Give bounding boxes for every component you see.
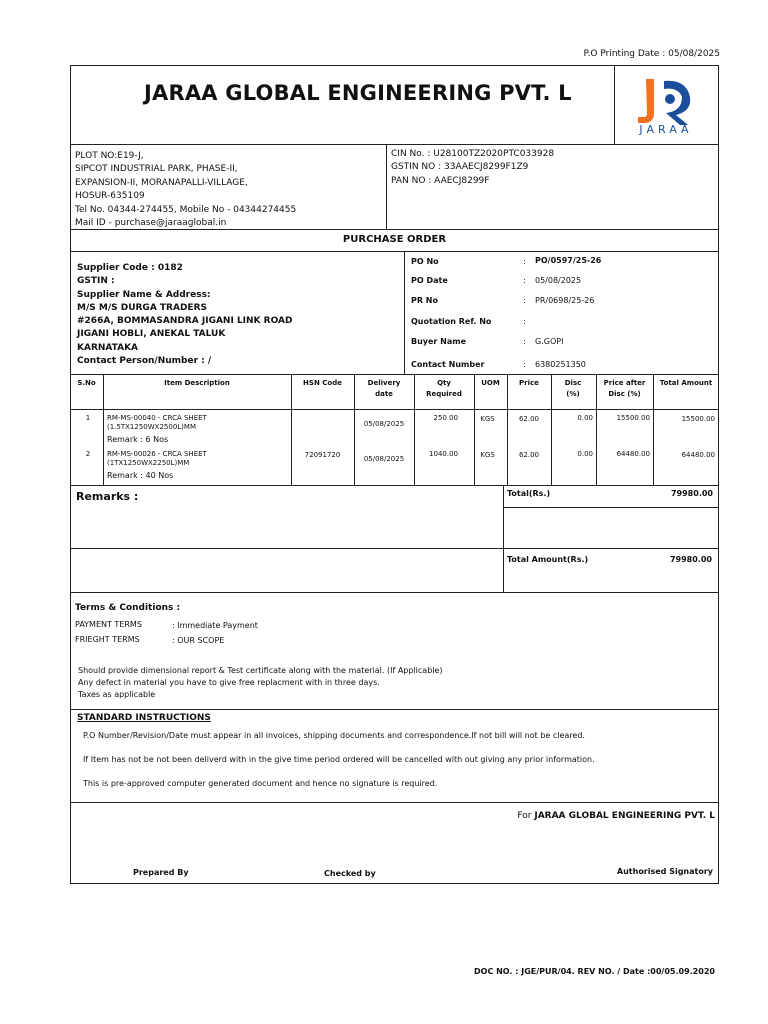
pan-number: PAN NO : AAECJ8299F — [391, 175, 490, 186]
row1-uom: KGS — [480, 415, 495, 423]
quotation-label: Quotation Ref. No — [411, 317, 492, 326]
row2-price-after-disc: 64480.00 — [616, 450, 650, 458]
supplier-block — [77, 262, 292, 368]
company-address — [75, 150, 296, 230]
row2-price: 62.00 — [518, 451, 540, 459]
supplier-code: Supplier Code : 0182 — [77, 263, 183, 273]
supplier-line: #266A, BOMMASANDRA JIGANI LINK ROAD — [77, 316, 293, 327]
cin-number: CIN No. : U28100TZ2020PTC033928 — [391, 149, 555, 159]
payment-terms-value: : Immediate Payment — [172, 621, 258, 630]
gstin-number: GSTIN NO : 33AAECJ8299F1Z9 — [391, 162, 529, 173]
row2-description — [107, 450, 207, 468]
terms-note: Should provide dimensional report & Test certificate along with the material. (If Applicable) — [78, 666, 443, 675]
row1-total: 15500.00 — [681, 415, 715, 423]
address-line: HOSUR-635109 — [75, 191, 145, 202]
address-line: SIPCOT INDUSTRIAL PARK, PHASE-II, — [75, 164, 238, 175]
pr-no-label: PR No — [411, 296, 438, 305]
total-amount-label: Total Amount(Rs.) — [507, 555, 589, 564]
row1-qty: 250.00 — [433, 414, 458, 422]
row1-date: 05/08/2025 — [363, 420, 405, 428]
item-name: RM-MS-00026 - CRCA SHEET — [107, 450, 207, 458]
po-date-value: 05/08/2025 — [535, 276, 582, 285]
for-company — [400, 811, 715, 821]
terms-note: Any defect in material you have to give free replacment with in three days. — [78, 677, 380, 687]
address-line: PLOT NO:E19-J, — [75, 151, 144, 161]
terms-note: Taxes as applicable — [78, 689, 156, 699]
row2-total: 64480.00 — [681, 451, 715, 459]
row1-sno: 1 — [85, 414, 91, 422]
col-total: Total Amount — [659, 379, 713, 387]
total-amount-value: 79980.00 — [669, 555, 712, 564]
row1-price: 62.00 — [518, 415, 540, 423]
company-name: JARAA GLOBAL ENGINEERING PVT. L — [144, 81, 572, 105]
freight-terms-value: : OUR SCOPE — [172, 636, 225, 645]
row1-price-after-disc: 15500.00 — [616, 414, 650, 422]
doc-title: PURCHASE ORDER — [342, 234, 447, 245]
authorised-signatory: Authorised Signatory — [616, 867, 713, 876]
supplier-line: M/S M/S DURGA TRADERS — [77, 302, 207, 313]
row2-remark: Remark : 40 Nos — [107, 471, 174, 480]
address-line: EXPANSION-II, MORANAPALLI-VILLAGE, — [75, 177, 248, 188]
po-no-value: PO/0597/25-26 — [535, 256, 602, 265]
col-qty: Qty Required — [426, 379, 462, 398]
supplier-name-label: Supplier Name & Address: — [77, 289, 211, 300]
instruction-item: This is pre-approved computer generated document and hence no signature is required. — [83, 779, 438, 788]
po-date-label: PO Date — [411, 276, 448, 285]
jaraa-logo — [616, 67, 716, 142]
for-prefix: For — [517, 811, 532, 821]
po-no-label: PO No — [411, 257, 439, 266]
company-ids — [391, 148, 554, 188]
checked-by: Checked by — [324, 869, 376, 878]
supplier-gstin: GSTIN : — [77, 276, 115, 287]
pr-no-value: PR/0698/25-26 — [535, 296, 595, 305]
remarks-label: Remarks : — [76, 490, 139, 503]
instructions-title: STANDARD INSTRUCTIONS — [77, 713, 211, 723]
col-description: Item Description — [164, 379, 230, 387]
contact-number-value: 6380251350 — [535, 360, 586, 369]
col-uom: UOM — [481, 379, 500, 387]
col-sno: S.No — [77, 379, 96, 387]
total-label: Total(Rs.) — [507, 489, 551, 498]
terms-notes — [78, 665, 443, 700]
col-hsn: HSN Code — [303, 379, 342, 387]
col-price: Price — [519, 379, 539, 387]
instruction-item: P.O Number/Revision/Date must appear in all invoices, shipping documents and correspondence.If not bill will not be cleared. — [83, 731, 585, 740]
row1-description — [107, 414, 207, 432]
instruction-item: If Item has not be not been deliverd with in the give time period ordered will be cancelled with out giving any prior information. — [83, 755, 595, 764]
item-name: RM-MS-00040 - CRCA SHEET — [107, 414, 207, 422]
address-line: Tel No. 04344-274455, Mobile No - 04344274455 — [75, 204, 297, 215]
row2-date: 05/08/2025 — [363, 455, 405, 463]
total-value: 79980.00 — [670, 489, 713, 498]
item-size: (1TX1250WX2250L)MM — [107, 459, 190, 467]
buyer-name-value: G.GOPI — [535, 337, 564, 346]
row1-disc: 0.00 — [577, 414, 593, 422]
col-price-after-disc: Price after Disc (%) — [603, 379, 646, 398]
col-delivery-date: Delivery date — [367, 379, 401, 398]
terms-title: Terms & Conditions : — [75, 603, 181, 613]
item-size: (1.5TX1250WX2500L)MM — [107, 423, 196, 431]
row2-sno: 2 — [85, 450, 91, 458]
address-line: Mail ID - purchase@jaraaglobal.in — [75, 218, 227, 229]
supplier-line: JIGANI HOBLI, ANEKAL TALUK — [77, 329, 226, 340]
freight-terms-label: FRIEGHT TERMS — [75, 635, 140, 644]
for-company-name: JARAA GLOBAL ENGINEERING PVT. L — [534, 811, 715, 821]
row1-remark: Remark : 6 Nos — [107, 435, 169, 444]
logo-text: JARAA — [639, 123, 693, 136]
row2-disc: 0.00 — [577, 450, 593, 458]
prepared-by: Prepared By — [133, 868, 189, 877]
print-date: P.O Printing Date : 05/08/2025 — [583, 49, 720, 59]
supplier-line: KARNATAKA — [77, 342, 139, 353]
row2-uom: KGS — [480, 451, 495, 459]
supplier-contact: Contact Person/Number : / — [77, 356, 212, 367]
row2-hsn: 72091720 — [304, 451, 341, 459]
col-disc: Disc (%) — [564, 379, 582, 398]
row2-qty: 1040.00 — [429, 450, 458, 458]
buyer-name-label: Buyer Name — [411, 337, 467, 346]
payment-terms-label: PAYMENT TERMS — [75, 620, 142, 629]
contact-number-label: Contact Number — [411, 360, 485, 369]
doc-footer: DOC NO. : JGE/PUR/04. REV NO. / Date :00/05.09.2020 — [474, 967, 715, 976]
